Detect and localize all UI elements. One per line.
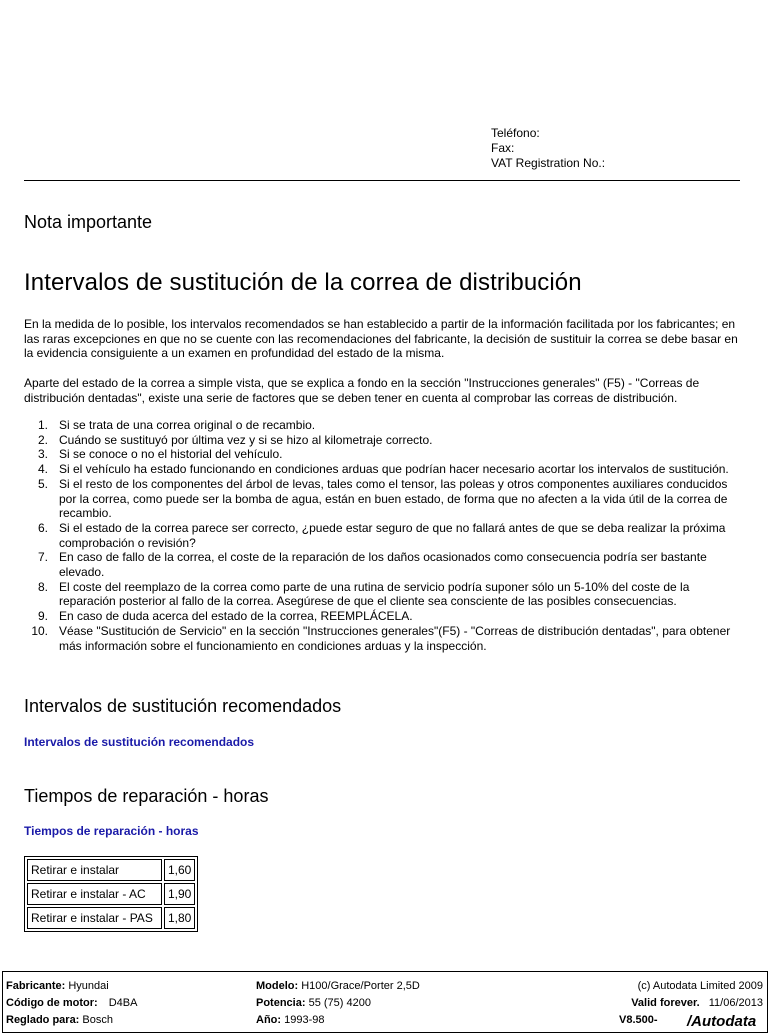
- list-item: [24, 462, 742, 477]
- modelo-field: [256, 980, 420, 992]
- fax-label: Fax:: [491, 141, 515, 155]
- list-item-number: 8.: [37, 579, 48, 594]
- page-title: Intervalos de sustitución de la correa de distribución: [24, 269, 582, 296]
- intervals-heading: Intervalos de sustitución recomendados: [24, 696, 342, 716]
- list-item-number: 5.: [37, 476, 48, 491]
- list-item-text: En caso de duda acerca del estado de la correa, REEMPLÁCELA.: [59, 609, 413, 624]
- ano-field: [256, 1014, 324, 1026]
- list-item-number: 10.: [31, 623, 48, 638]
- list-item: [24, 477, 742, 521]
- repair-times-link[interactable]: Tiempos de reparación - horas: [24, 824, 199, 838]
- list-item: [24, 433, 742, 448]
- ano-label: Año:: [256, 1014, 282, 1026]
- modelo-label: Modelo:: [256, 980, 299, 992]
- hours-cell: 1,90: [164, 883, 195, 905]
- list-item-number: 1.: [37, 418, 48, 432]
- hours-cell: 1,80: [164, 907, 195, 929]
- telefono-label: Teléfono:: [491, 126, 540, 140]
- codigo-field: [6, 997, 137, 1009]
- repair-times-table: [24, 856, 198, 932]
- table-row: [27, 907, 195, 929]
- list-item-text: En caso de fallo de la correa, el coste de la reparación de los daños ocasionados como consecuencia podría ser bastante elevado.: [59, 550, 707, 580]
- version-label: V8.500-: [619, 1014, 658, 1026]
- table-row: [27, 859, 195, 881]
- list-item-number: 2.: [37, 432, 48, 447]
- potencia-field: [256, 997, 371, 1009]
- list-item-number: 3.: [37, 447, 48, 462]
- repair-times-heading: Tiempos de reparación - horas: [24, 786, 269, 806]
- potencia-value: 55 (75) 4200: [308, 997, 371, 1009]
- operation-cell: Retirar e instalar - PAS: [27, 907, 162, 929]
- list-item-text: Si se conoce o no el historial del vehículo.: [59, 447, 283, 462]
- potencia-label: Potencia:: [256, 997, 306, 1009]
- list-item-number: 4.: [37, 462, 48, 477]
- ano-value: 1993-98: [284, 1014, 325, 1026]
- copyright: (c) Autodata Limited 2009: [637, 980, 763, 992]
- list-item-number: 9.: [37, 609, 48, 624]
- list-item: [24, 550, 742, 579]
- list-item: [24, 580, 742, 609]
- list-item-text: El coste del reemplazo de la correa como parte de una rutina de servicio podría suponer sólo un 5-10% del coste de la reparación posterior al fallo de la correa. Asegúrese de que el cliente sea consciente de las posibles consecuencias.: [59, 579, 690, 609]
- list-item-text: Cuándo se sustituyó por última vez y si se hizo al kilometraje correcto.: [59, 432, 433, 447]
- list-item-number: 6.: [37, 520, 48, 535]
- header-divider: [24, 180, 740, 181]
- codigo-value: D4BA: [108, 997, 138, 1009]
- vat-label: VAT Registration No.:: [491, 156, 606, 170]
- list-item-text: Véase "Sustitución de Servicio" en la sección "Instrucciones generales"(F5) - "Correas de distribución dentadas", para obtener más información sobre el funcionamiento en condiciones arduas y la inspección.: [59, 623, 731, 653]
- reglado-label: Reglado para:: [6, 1014, 80, 1026]
- note-heading: Nota importante: [24, 212, 153, 232]
- reglado-value: Bosch: [82, 1014, 113, 1026]
- operation-cell: Retirar e instalar - AC: [27, 883, 162, 905]
- intro-paragraph: En la medida de lo posible, los intervalos recomendados se han establecido a partir de la información facilitada por los fabricantes; en las raras excepciones en que no se cuente con las recomendaciones del fabricante, la decisión de sustituir la correa se debe basar en la evidencia consiguiente a un examen en profundidad del estado de la misma.: [24, 317, 738, 361]
- date-value: 11/06/2013: [708, 997, 763, 1009]
- list-item: [24, 609, 742, 624]
- factor-list: [24, 418, 742, 653]
- codigo-label: Código de motor:: [6, 997, 98, 1009]
- intervals-link[interactable]: Intervalos de sustitución recomendados: [24, 735, 255, 749]
- list-item: [24, 624, 742, 653]
- contact-block: [491, 126, 605, 171]
- list-item: [24, 447, 742, 462]
- validity-field: [631, 997, 763, 1009]
- modelo-value: H100/Grace/Porter 2,5D: [301, 980, 420, 992]
- factors-paragraph: Aparte del estado de la correa a simple vista, que se explica a fondo en la sección "Instrucciones generales" (F5) - "Correas de distribución dentadas", existe una serie de factores que se deben tener en cuenta al comprobar las correas de distribución.: [24, 376, 700, 405]
- list-item-number: 7.: [37, 550, 48, 565]
- list-item-text: Si se trata de una correa original o de recambio.: [59, 418, 316, 432]
- list-item-text: Si el estado de la correa parece ser correcto, ¿puede estar seguro de que no fallará antes de que se deba realizar la próxima comprobación o revisión?: [59, 520, 726, 550]
- autodata-logo: /Autodata: [687, 1013, 757, 1030]
- fabricante-field: [6, 980, 109, 992]
- reglado-field: [6, 1014, 113, 1026]
- list-item-text: Si el resto de los componentes del árbol de levas, tales como el tensor, las poleas y otros componentes auxiliares conducidos por la correa, como puede ser la bomba de agua, están en buen estado, de forma que no afecten a la vida útil de la correa de recambio.: [59, 476, 728, 521]
- operation-cell: Retirar e instalar: [27, 859, 162, 881]
- list-item: [24, 418, 742, 433]
- table-row: [27, 883, 195, 905]
- list-item: [24, 521, 742, 550]
- list-item-text: Si el vehículo ha estado funcionando en condiciones arduas que podrían hacer necesario acortar los intervalos de sustitución.: [59, 462, 729, 477]
- fabricante-label: Fabricante:: [6, 980, 66, 992]
- hours-cell: 1,60: [164, 859, 195, 881]
- valid-label: Valid forever.: [631, 997, 700, 1009]
- fabricante-value: Hyundai: [68, 980, 109, 992]
